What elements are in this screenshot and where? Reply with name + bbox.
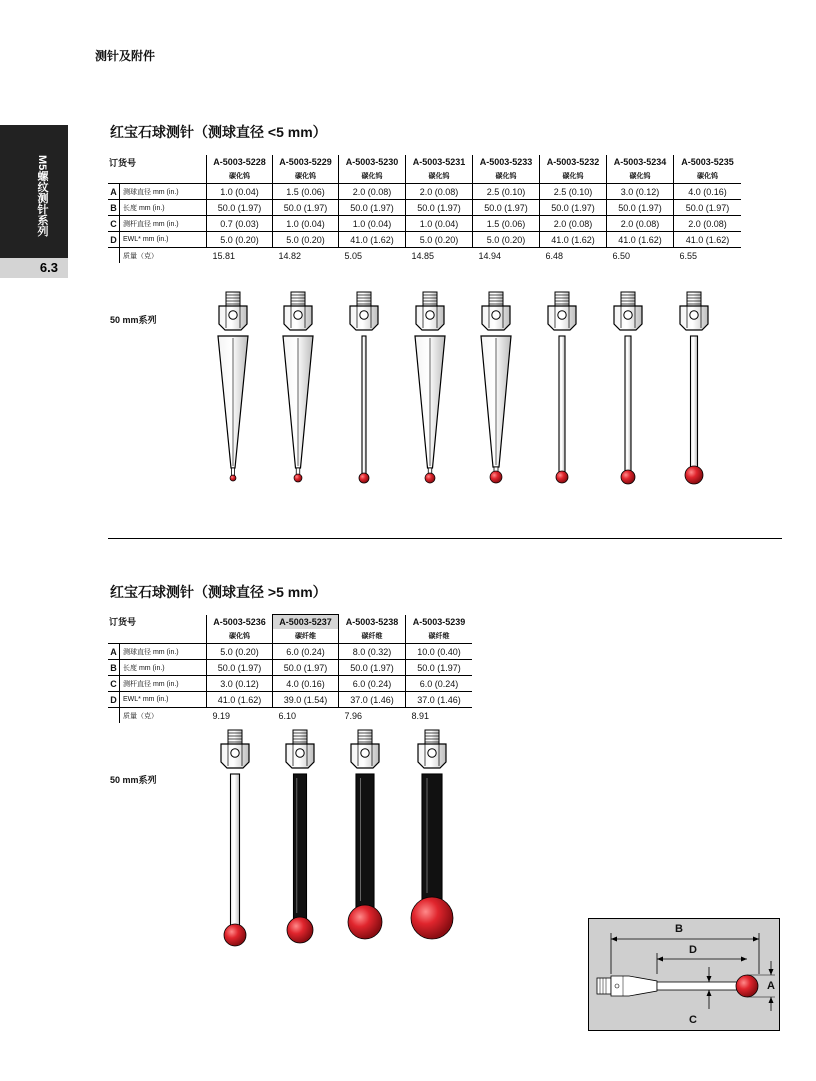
material-label: 碳化钨 [674, 169, 742, 184]
row-label-mass: 质量（克） [123, 252, 158, 260]
length-cell: 50.0 (1.97) [406, 660, 473, 676]
material-label: 碳化钨 [207, 629, 273, 644]
length-cell: 50.0 (1.97) [273, 660, 339, 676]
stylus-probe-drawing [481, 292, 511, 483]
ball-diameter-cell: 4.0 (0.16) [674, 184, 742, 200]
stylus-head [482, 292, 510, 330]
part-number: A-5003-5238 [339, 615, 406, 630]
length-cell: 50.0 (1.97) [339, 660, 406, 676]
ewl-cell: 5.0 (0.20) [406, 232, 473, 248]
ewl-cell: 37.0 (1.46) [406, 692, 473, 708]
ball-diameter-cell: 2.0 (0.08) [339, 184, 406, 200]
ewl-cell: 41.0 (1.62) [207, 692, 273, 708]
stylus-head [680, 292, 708, 330]
ewl-cell: 37.0 (1.46) [339, 692, 406, 708]
material-label: 碳化钨 [207, 169, 273, 184]
row-label-stem-diameter: 测杆直径 mm (in.) [120, 676, 207, 692]
stem-diameter-cell: 4.0 (0.16) [273, 676, 339, 692]
stylus-probe-drawing [548, 292, 576, 483]
ball-diameter-cell: 3.0 (0.12) [607, 184, 674, 200]
stem-diameter-cell: 1.0 (0.04) [339, 216, 406, 232]
row-label-ewl: EWL* mm (in.) [120, 692, 207, 708]
stem-diameter-cell: 2.0 (0.08) [674, 216, 742, 232]
length-cell: 50.0 (1.97) [339, 200, 406, 216]
row-label-ball-diameter: 测球直径 mm (in.) [120, 644, 207, 660]
section1-title: 红宝石球测针（测球直径 <5 mm） [110, 124, 327, 140]
length-cell: 50.0 (1.97) [273, 200, 339, 216]
stylus-probe-drawing [614, 292, 642, 484]
stylus-head [350, 292, 378, 330]
part-number: A-5003-5234 [607, 155, 674, 169]
stem-diameter-cell: 3.0 (0.12) [207, 676, 273, 692]
ewl-cell: 41.0 (1.62) [339, 232, 406, 248]
mass-cell: 9.19 [212, 710, 231, 721]
part-number: A-5003-5233 [473, 155, 540, 169]
material-label: 碳化钨 [273, 169, 339, 184]
material-label: 碳化钨 [540, 169, 607, 184]
row-label-ewl: EWL* mm (in.) [120, 232, 207, 248]
material-label: 碳化钨 [607, 169, 674, 184]
stem-diameter-cell: 2.0 (0.08) [607, 216, 674, 232]
dimension-label-d: D [689, 944, 697, 956]
length-cell: 50.0 (1.97) [607, 200, 674, 216]
stylus-probe-drawing [348, 730, 382, 939]
length-cell: 50.0 (1.97) [406, 200, 473, 216]
mass-cell: 14.85 [411, 250, 435, 261]
ball-diameter-cell: 1.5 (0.06) [273, 184, 339, 200]
material-label: 碳纤维 [339, 629, 406, 644]
mass-cell: 6.48 [545, 250, 564, 261]
stylus-probe-drawing [415, 292, 445, 483]
ball-diameter-cell: 2.5 (0.10) [540, 184, 607, 200]
length-cell: 50.0 (1.97) [473, 200, 540, 216]
page-header-title: 测针及附件 [95, 49, 156, 63]
stylus-probe-drawing [350, 292, 378, 483]
stem-diameter-cell: 1.5 (0.06) [473, 216, 540, 232]
stylus-probe-drawing [218, 292, 248, 481]
row-letter-a: A [108, 184, 120, 200]
row-label-mass: 质量（克） [123, 712, 158, 720]
mass-cell: 14.82 [278, 250, 302, 261]
material-label: 碳纤维 [406, 629, 473, 644]
length-cell: 50.0 (1.97) [674, 200, 742, 216]
part-number: A-5003-5230 [339, 155, 406, 169]
material-label: 碳化钨 [339, 169, 406, 184]
row-letter-c: C [108, 216, 120, 232]
ewl-cell: 5.0 (0.20) [473, 232, 540, 248]
part-number: A-5003-5235 [674, 155, 742, 169]
row-label-ball-diameter: 测球直径 mm (in.) [120, 184, 207, 200]
section1-series-label: 50 mm系列 [110, 315, 157, 325]
ewl-cell: 5.0 (0.20) [273, 232, 339, 248]
ball-diameter-cell: 2.0 (0.08) [406, 184, 473, 200]
row-letter-d: D [108, 232, 120, 248]
ewl-cell: 41.0 (1.62) [607, 232, 674, 248]
ball-diameter-cell: 10.0 (0.40) [406, 644, 473, 660]
dimension-diagram [588, 918, 780, 1031]
dimension-label-c: C [689, 1014, 697, 1026]
order-number-label: 订货号 [109, 157, 137, 168]
part-number: A-5003-5239 [406, 615, 473, 630]
stylus-probe-drawing [680, 292, 708, 484]
ball-diameter-cell: 1.0 (0.04) [207, 184, 273, 200]
mass-cell: 7.96 [344, 710, 363, 721]
mass-cell: 14.94 [478, 250, 502, 261]
stylus-head [418, 730, 446, 768]
part-number: A-5003-5231 [406, 155, 473, 169]
stylus-head [286, 730, 314, 768]
stem-diameter-cell: 1.0 (0.04) [406, 216, 473, 232]
ewl-cell: 41.0 (1.62) [540, 232, 607, 248]
ball-diameter-cell: 6.0 (0.24) [273, 644, 339, 660]
row-label-stem-diameter: 测杆直径 mm (in.) [120, 216, 207, 232]
mass-cell: 6.50 [612, 250, 631, 261]
stylus-head [614, 292, 642, 330]
dimension-label-b: B [675, 923, 683, 935]
ball-diameter-cell: 2.5 (0.10) [473, 184, 540, 200]
stylus-probe-drawing [283, 292, 313, 482]
row-letter-c: C [108, 676, 120, 692]
material-label: 碳化钨 [473, 169, 540, 184]
part-number: A-5003-5236 [207, 615, 273, 630]
mass-cell: 5.05 [344, 250, 363, 261]
dimension-label-a: A [767, 980, 775, 992]
stem-diameter-cell: 1.0 (0.04) [273, 216, 339, 232]
stylus-head [221, 730, 249, 768]
length-cell: 50.0 (1.97) [207, 200, 273, 216]
probe-drawings [218, 292, 708, 946]
stylus-probe-drawing [286, 730, 314, 943]
part-number: A-5003-5228 [207, 155, 273, 169]
material-label: 碳化钨 [406, 169, 473, 184]
section2-title: 红宝石球测针（测球直径 >5 mm） [110, 584, 327, 600]
material-label: 碳纤维 [273, 629, 339, 644]
stylus-head [416, 292, 444, 330]
row-label-length: 长度 mm (in.) [120, 660, 207, 676]
row-letter-a: A [108, 644, 120, 660]
stylus-head [219, 292, 247, 330]
ewl-cell: 5.0 (0.20) [207, 232, 273, 248]
ball-diameter-cell: 8.0 (0.32) [339, 644, 406, 660]
row-letter-b: B [108, 660, 120, 676]
stylus-head [351, 730, 379, 768]
stylus-head [284, 292, 312, 330]
part-number-highlighted: A-5003-5237 [273, 615, 339, 630]
stylus-probe-drawing [221, 730, 249, 946]
row-label-length: 长度 mm (in.) [120, 200, 207, 216]
ewl-cell: 39.0 (1.54) [273, 692, 339, 708]
section2-series-label: 50 mm系列 [110, 775, 157, 785]
stem-diameter-cell: 6.0 (0.24) [406, 676, 473, 692]
length-cell: 50.0 (1.97) [540, 200, 607, 216]
stem-diameter-cell: 6.0 (0.24) [339, 676, 406, 692]
mass-cell: 8.91 [411, 710, 430, 721]
ewl-cell: 41.0 (1.62) [674, 232, 742, 248]
stem-diameter-cell: 0.7 (0.03) [207, 216, 273, 232]
ball-diameter-cell: 5.0 (0.20) [207, 644, 273, 660]
mass-cell: 15.81 [212, 250, 236, 261]
length-cell: 50.0 (1.97) [207, 660, 273, 676]
order-number-label: 订货号 [109, 617, 137, 628]
part-number: A-5003-5229 [273, 155, 339, 169]
dimension-diagram-svg [589, 919, 779, 1030]
side-tab-label: M5螺纹测针系列 [36, 155, 48, 237]
section-number: 6.3 [0, 258, 68, 278]
row-letter-b: B [108, 200, 120, 216]
row-letter-d: D [108, 692, 120, 708]
mass-cell: 6.55 [679, 250, 698, 261]
mass-cell: 6.10 [278, 710, 297, 721]
stem-diameter-cell: 2.0 (0.08) [540, 216, 607, 232]
stylus-probe-drawing [411, 730, 453, 939]
part-number: A-5003-5232 [540, 155, 607, 169]
stylus-head [548, 292, 576, 330]
